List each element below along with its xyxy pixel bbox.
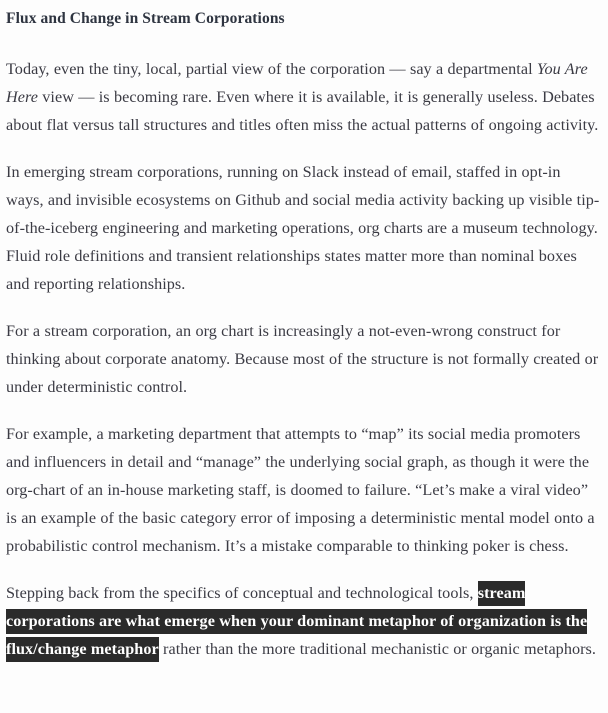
text-run: For a stream corporation, an org chart is increasingly a not-even-wrong construct for thinking about corporate anatomy. Because most of the structure is not formally created or under deterministic control. xyxy=(6,322,599,396)
paragraph xyxy=(6,579,602,663)
text-run: Stepping back from the specifics of conceptual and technological tools, xyxy=(6,584,478,602)
selected-text-highlight[interactable]: stream corporations are what emerge when your dominant metaphor of organization is the flux/change metaphor xyxy=(6,581,587,662)
text-run: Today, even the tiny, local, partial view of the corporation — say a departmental xyxy=(6,60,537,78)
paragraph xyxy=(6,158,602,298)
paragraph xyxy=(6,317,602,401)
text-run: For example, a marketing department that attempts to “map” its social media promoters and influencers in detail and “manage” the underlying social graph, as though it were the org-chart of an in-house marketing staff, is doomed to failure. “Let’s make a viral video” is an example of the basic category error of imposing a deterministic mental model onto a probabilistic control mechanism. It’s a mistake comparable to thinking poker is chess. xyxy=(6,425,595,555)
paragraph xyxy=(6,420,602,560)
text-run: view — is becoming rare. Even where it is available, it is generally useless. Debates about flat versus tall structures and titles often miss the actual patterns of ongoing activity. xyxy=(6,88,599,134)
article-body xyxy=(6,29,602,663)
text-run: rather than the more traditional mechanistic or organic metaphors. xyxy=(158,640,596,658)
page-title: Flux and Change in Stream Corporations xyxy=(6,10,285,27)
italic-emphasis: You Are Here xyxy=(6,60,588,106)
text-run: In emerging stream corporations, running on Slack instead of email, staffed in opt-in ways, and invisible ecosystems on Github and social media activity backing up visible tip-of-the-iceberg engineering and marketing operations, org charts are a museum technology. Fluid role definitions and transient relationships states matter more than nominal boxes and reporting relationships. xyxy=(6,163,600,293)
paragraph xyxy=(6,55,602,139)
